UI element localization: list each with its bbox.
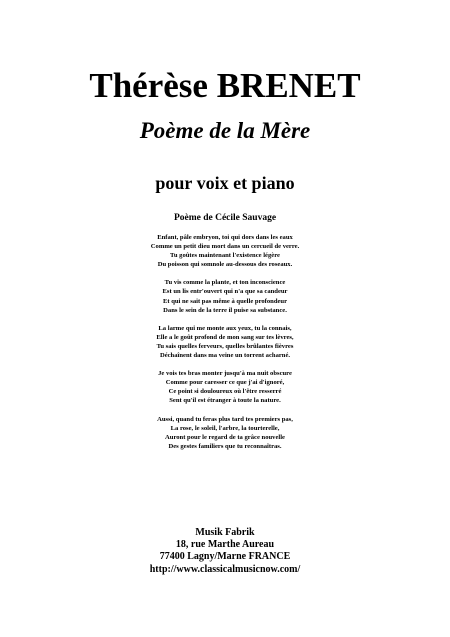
poem-stanza (0, 233, 450, 269)
poem-line: Déchaînent dans ma veine un torrent acharné. (159, 352, 291, 360)
poem-stanza (0, 369, 450, 405)
publisher-name: Musik Fabrik (195, 527, 255, 538)
instrumentation: pour voix et piano (155, 173, 295, 193)
work-title: Poème de la Mère (139, 118, 311, 143)
composer-name: Thérèse BRENET (89, 66, 361, 105)
poem-line: La larme qui me monte aux yeux, tu la connais, (158, 324, 292, 332)
poem-line: Tu vis comme la plante, et ton inconscience (164, 279, 286, 287)
publisher-city: 77400 Lagny/Marne FRANCE (159, 551, 291, 563)
poem-line: Dans le sein de la terre il puise sa substance. (163, 306, 287, 314)
poem-line: Tu goûtes maintenant l'existence légère (170, 252, 280, 260)
poem-line: Comme pour caresser ce que j'ai d'ignoré, (165, 379, 285, 387)
publisher-block (0, 527, 450, 576)
publisher-url: http://www.classicalmusicnow.com/ (149, 563, 301, 575)
poem-line: La rose, le soleil, l'arbre, la tourterelle, (170, 424, 280, 432)
poem-line: Et qui ne sait pas même à quelle profondeur (162, 297, 288, 305)
poem-line: Est un lis entr'ouvert qui n'a que sa candeur (162, 288, 288, 296)
poem-line: Tu sais quelles ferveurs, quelles brûlantes fièvres (156, 342, 294, 350)
poem-line: Des gestes familiers que tu reconnaîtras. (168, 442, 282, 450)
poem-line: Du poisson qui somnole au-dessous des roseaux. (157, 261, 293, 269)
poem-stanza (0, 324, 450, 360)
publisher-street: 18, rue Marthe Aureau (175, 539, 275, 551)
poem-line: Auront pour le regard de ta grâce nouvelle (165, 433, 285, 441)
poem-line: Comme un petit dieu mort dans un cercueil de verre. (150, 243, 300, 251)
poem-line: Enfant, pâle embryon, toi qui dors dans les eaux (157, 234, 293, 241)
poet-credit: Poème de Cécile Sauvage (173, 213, 277, 223)
poem-stanza (0, 415, 450, 451)
poem-line: Aussi, quand tu feras plus tard tes premiers pas, (157, 415, 293, 423)
poem-line: Sent qu'il est étranger à toute la nature. (169, 397, 281, 405)
poem-stanza (0, 278, 450, 314)
poem-text (0, 233, 450, 460)
poem-line: Ce point si douloureux où l'être resserré (168, 388, 282, 396)
poem-line: Elle a le goût profond de mon sang sur tes lèvres, (156, 333, 294, 341)
poem-line: Je vois tes bras monter jusqu'à ma nuit obscure (158, 370, 292, 378)
